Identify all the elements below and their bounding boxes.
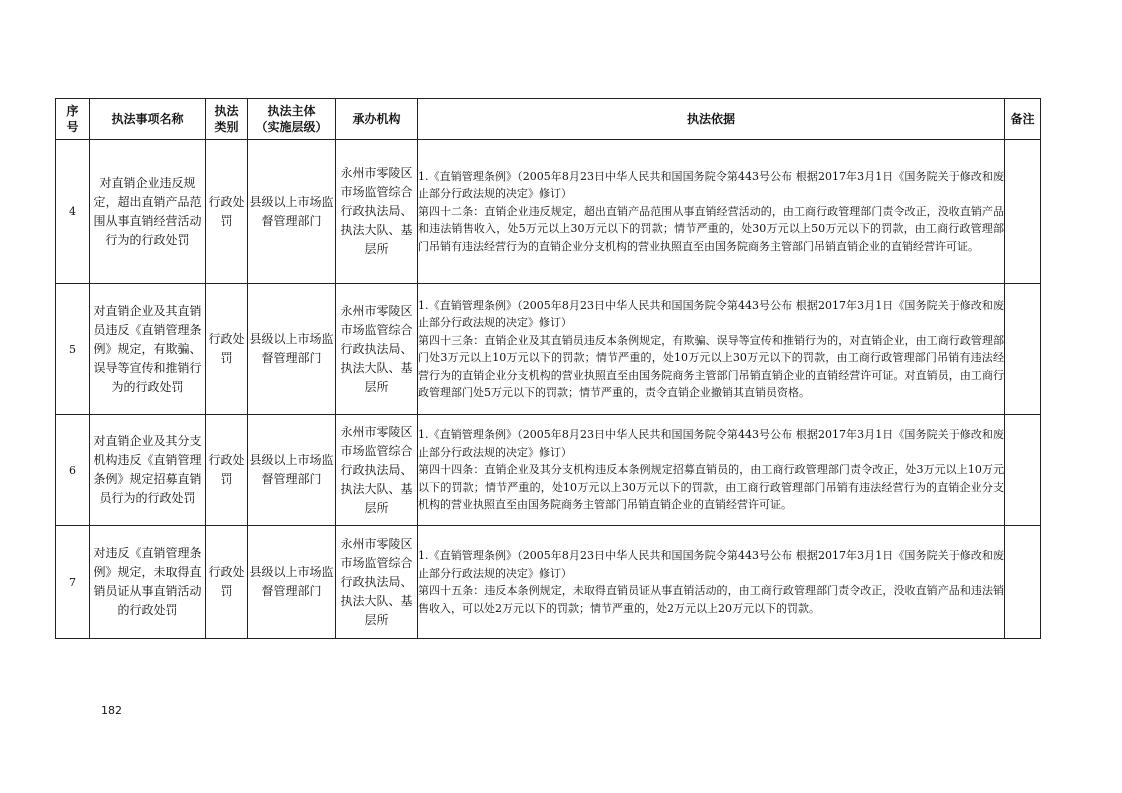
header-org: 承办机构 bbox=[336, 99, 418, 140]
row-category: 行政处罚 bbox=[206, 284, 248, 415]
header-seq bbox=[56, 99, 90, 140]
row-legal-basis bbox=[418, 415, 1005, 526]
row-note bbox=[1005, 526, 1041, 639]
row-note bbox=[1005, 284, 1041, 415]
row-subject: 县级以上市场监督管理部门 bbox=[248, 526, 336, 639]
header-type bbox=[206, 99, 248, 140]
row-seq: 7 bbox=[56, 526, 90, 639]
row-seq: 4 bbox=[56, 140, 90, 284]
row-organization: 永州市零陵区市场监管综合行政执法局、执法大队、基层所 bbox=[336, 140, 418, 284]
table-row bbox=[56, 284, 1041, 415]
row-item-name: 对直销企业违反规定，超出直销产品范围从事直销经营活动行为的行政处罚 bbox=[90, 140, 206, 284]
enforcement-table bbox=[55, 98, 1041, 639]
row-category: 行政处罚 bbox=[206, 526, 248, 639]
row-item-name: 对违反《直销管理条例》规定，未取得直销员证从事直销活动的行政处罚 bbox=[90, 526, 206, 639]
row-seq: 5 bbox=[56, 284, 90, 415]
header-row bbox=[56, 99, 1041, 140]
row-seq: 6 bbox=[56, 415, 90, 526]
table-row bbox=[56, 415, 1041, 526]
basis-regulation: 1.《直销管理条例》（2005年8月23日中华人民共和国国务院令第443号公布 根据2017年3月1日《国务院关于修改和废止部分行政法规的决定》修订） bbox=[418, 428, 1004, 459]
row-legal-basis bbox=[418, 140, 1005, 284]
basis-article: 第四十五条：违反本条例规定，未取得直销员证从事直销活动的，由工商行政管理部门责令改正，没收直销产品和违法销售收入，可以处2万元以下的罚款；情节严重的，处2万元以上20万元以下的罚款。 bbox=[418, 584, 1004, 615]
basis-regulation: 1.《直销管理条例》（2005年8月23日中华人民共和国国务院令第443号公布 根据2017年3月1日《国务院关于修改和废止部分行政法规的决定》修订） bbox=[418, 549, 1004, 580]
header-seq-label: 序 号 bbox=[66, 104, 79, 134]
row-category: 行政处罚 bbox=[206, 415, 248, 526]
header-note: 备注 bbox=[1005, 99, 1041, 140]
header-basis: 执法依据 bbox=[418, 99, 1005, 140]
table-row bbox=[56, 140, 1041, 284]
header-type-label: 执法 类别 bbox=[214, 104, 239, 134]
header-subject-label: 执法主体 （实施层级） bbox=[255, 104, 328, 134]
row-organization: 永州市零陵区市场监管综合行政执法局、执法大队、基层所 bbox=[336, 415, 418, 526]
table-row bbox=[56, 526, 1041, 639]
basis-regulation: 1.《直销管理条例》（2005年8月23日中华人民共和国国务院令第443号公布 根据2017年3月1日《国务院关于修改和废止部分行政法规的决定》修订） bbox=[418, 298, 1004, 329]
row-category: 行政处罚 bbox=[206, 140, 248, 284]
basis-regulation: 1.《直销管理条例》（2005年8月23日中华人民共和国国务院令第443号公布 根据2017年3月1日《国务院关于修改和废止部分行政法规的决定》修订） bbox=[418, 169, 1004, 201]
row-subject: 县级以上市场监督管理部门 bbox=[248, 140, 336, 284]
row-organization: 永州市零陵区市场监管综合行政执法局、执法大队、基层所 bbox=[336, 526, 418, 639]
header-subject bbox=[248, 99, 336, 140]
basis-article: 第四十三条：直销企业及其直销员违反本条例规定，有欺骗、误导等宣传和推销行为的，对直销企业，由工商行政管理部门处3万元以上10万元以下的罚款；情节严重的，处10万元以上30万元以下的罚款，由工商行政管理部门吊销有违法经营行为的直销企业分支机构的营业执照直至由国务院商务主管部门吊销直销企业的直销经营许可证。对直销员，由工商行政管理部门处5万元以下的罚款；情节严重的，责令直销企业撤销其直销员资格。 bbox=[418, 333, 1004, 399]
basis-article: 第四十四条：直销企业及其分支机构违反本条例规定招募直销员的，由工商行政管理部门责令改正，处3万元以上10万元以下的罚款；情节严重的，处10万元以上30万元以下的罚款，由工商行政管理部门吊销有违法经营行为的直销企业分支机构的营业执照直至由国务院商务主管部门吊销直销企业的直销经营许可证。 bbox=[418, 463, 1004, 512]
row-subject: 县级以上市场监督管理部门 bbox=[248, 415, 336, 526]
header-name: 执法事项名称 bbox=[90, 99, 206, 140]
page-number: 182 bbox=[101, 704, 122, 717]
row-legal-basis bbox=[418, 284, 1005, 415]
row-note bbox=[1005, 415, 1041, 526]
row-organization: 永州市零陵区市场监管综合行政执法局、执法大队、基层所 bbox=[336, 284, 418, 415]
row-item-name: 对直销企业及其直销员违反《直销管理条例》规定，有欺骗、误导等宣传和推销行为的行政处罚 bbox=[90, 284, 206, 415]
row-note bbox=[1005, 140, 1041, 284]
row-legal-basis bbox=[418, 526, 1005, 639]
row-item-name: 对直销企业及其分支机构违反《直销管理条例》规定招募直销员行为的行政处罚 bbox=[90, 415, 206, 526]
row-subject: 县级以上市场监督管理部门 bbox=[248, 284, 336, 415]
basis-article: 第四十二条：直销企业违反规定，超出直销产品范围从事直销经营活动的，由工商行政管理部门责令改正，没收直销产品和违法销售收入，处5万元以上30万元以下的罚款；情节严重的，处30万元以上50万元以下的罚款，由工商行政管理部门吊销有违法经营行为的直销企业分支机构的营业执照直至由国务院商务主管部门吊销直销企业的直销经营许可证。 bbox=[418, 204, 1004, 253]
